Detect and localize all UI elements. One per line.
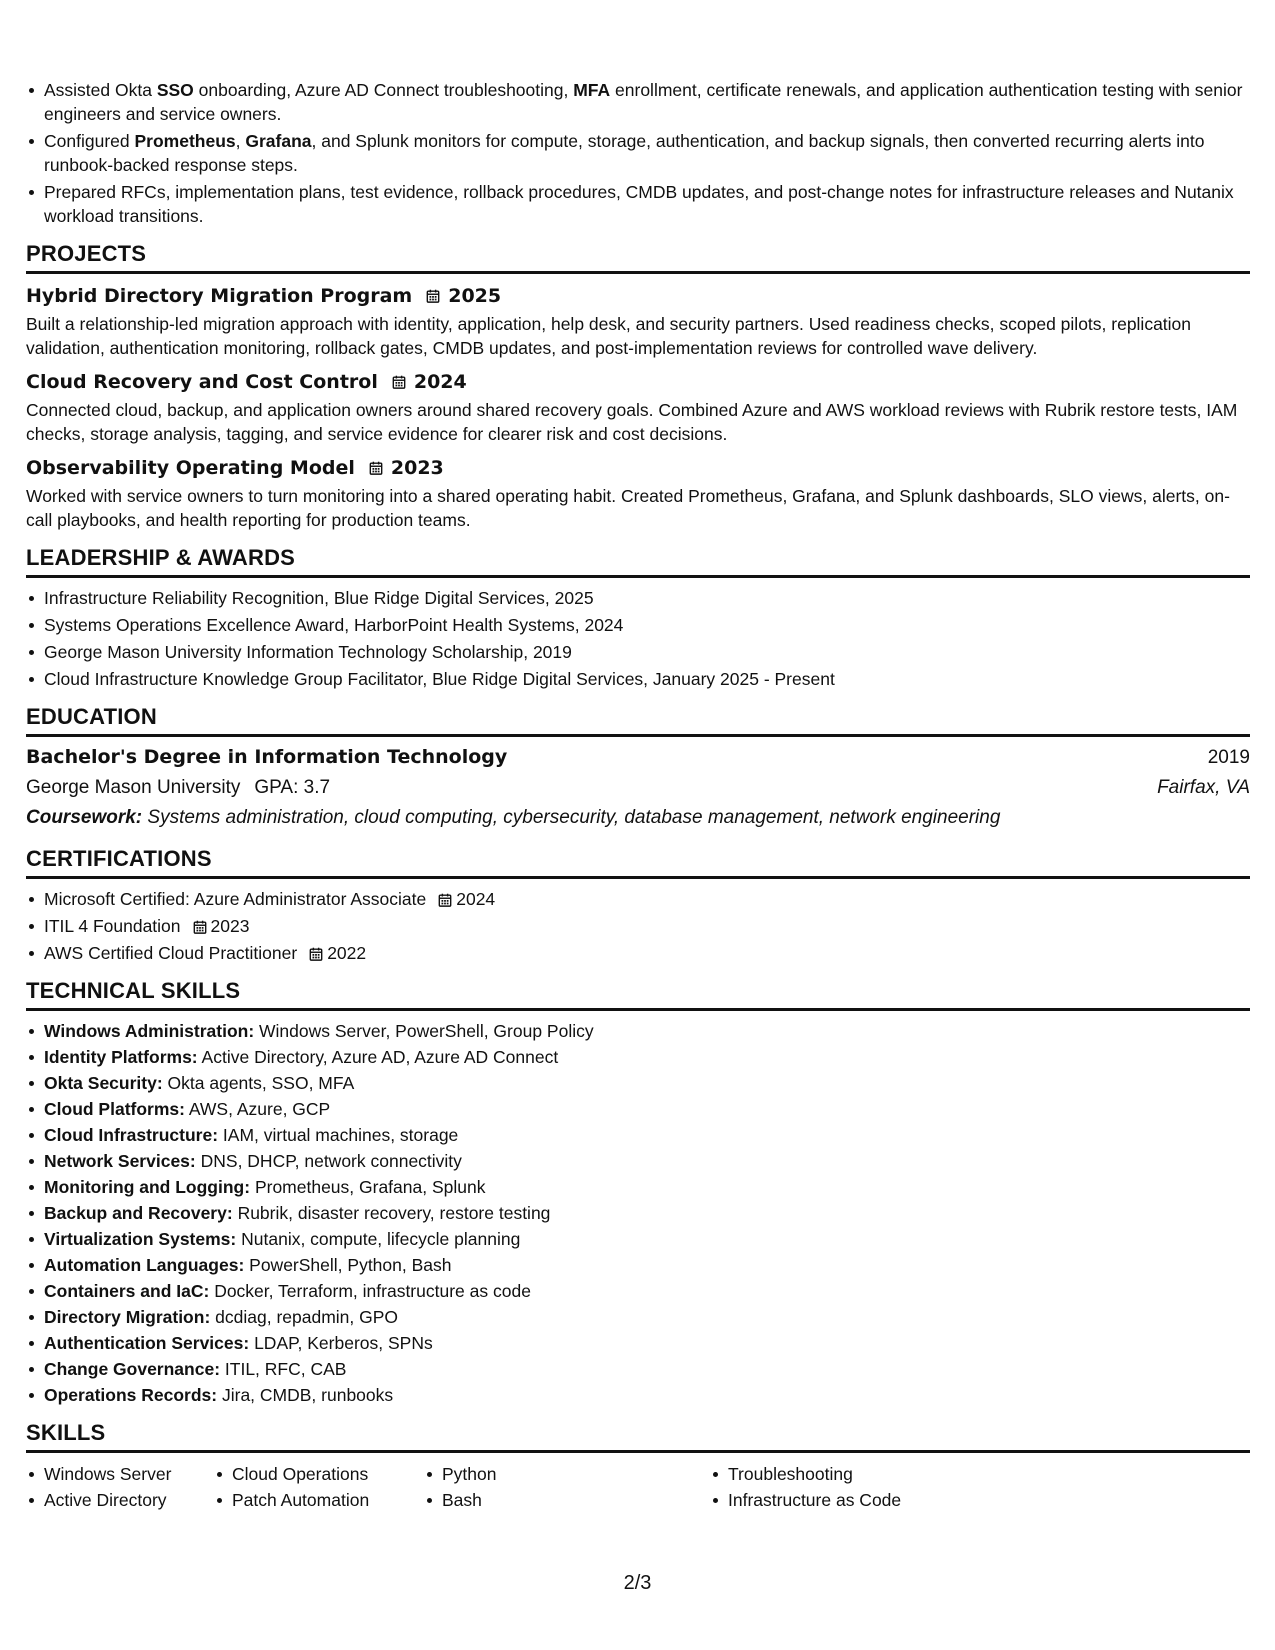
skill-item: Patch Automation	[232, 1487, 424, 1513]
skill-item: Troubleshooting	[728, 1461, 988, 1487]
coursework-label: Coursework:	[26, 807, 143, 828]
bold-term: SSO	[156, 80, 194, 100]
skill-values: IAM, virtual machines, storage	[222, 1125, 459, 1145]
bullet-text: onboarding, Azure AD Connect troubleshooting,	[193, 80, 574, 100]
education-entry	[26, 742, 1250, 833]
technical-skill-item	[44, 1357, 1250, 1381]
bullet-text: Prepared RFCs, implementation plans, test evidence, rollback procedures, CMDB updates, and post-change notes for infrastructure releases and Nutanix workload transitions.	[44, 182, 1234, 226]
section-title-skills: SKILLS	[26, 1419, 1250, 1453]
skill-values: dcdiag, repadmin, GPO	[215, 1307, 399, 1327]
skill-category: Automation Languages:	[44, 1255, 245, 1275]
technical-skill-item	[44, 1201, 1250, 1225]
project-name: Cloud Recovery and Cost Control	[26, 371, 378, 393]
skill-values: AWS, Azure, GCP	[188, 1099, 331, 1119]
coursework	[26, 803, 1250, 833]
section-title-projects: PROJECTS	[26, 240, 1250, 274]
skill-item: Python	[442, 1461, 710, 1487]
skill-item: Cloud Operations	[232, 1461, 424, 1487]
bold-term: Prometheus	[134, 131, 236, 151]
section-title-leadership: LEADERSHIP & AWARDS	[26, 544, 1250, 578]
project-year: 2025	[448, 285, 502, 307]
calendar-icon	[309, 947, 323, 961]
section-title-certifications: CERTIFICATIONS	[26, 845, 1250, 879]
experience-bullet	[44, 129, 1250, 177]
bold-term: MFA	[573, 80, 611, 100]
school-location: Fairfax, VA	[1157, 777, 1250, 798]
skill-values: Jira, CMDB, runbooks	[221, 1385, 394, 1405]
experience-bullets	[26, 78, 1250, 228]
gpa: GPA: 3.7	[254, 777, 331, 798]
experience-bullet	[44, 180, 1250, 228]
certification-name: AWS Certified Cloud Practitioner	[44, 943, 298, 963]
project-entry	[26, 282, 1250, 360]
project-name: Observability Operating Model	[26, 457, 355, 479]
coursework-list: Systems administration, cloud computing, cybersecurity, database management, network engineering	[147, 807, 1001, 828]
experience-bullet	[44, 78, 1250, 126]
technical-skill-item	[44, 1149, 1250, 1173]
skills-column	[214, 1461, 424, 1513]
skill-category: Cloud Infrastructure:	[44, 1125, 219, 1145]
skill-category: Cloud Platforms:	[44, 1099, 185, 1119]
skill-category: Virtualization Systems:	[44, 1229, 237, 1249]
degree-year: 2019	[1207, 747, 1250, 768]
certification-item	[44, 887, 1250, 911]
certifications-list	[26, 887, 1250, 965]
skill-category: Okta Security:	[44, 1073, 163, 1093]
bullet-text: ,	[235, 131, 246, 151]
technical-skill-item	[44, 1383, 1250, 1407]
skill-values: LDAP, Kerberos, SPNs	[254, 1333, 433, 1353]
skills-grid	[26, 1461, 1250, 1513]
technical-skill-item	[44, 1331, 1250, 1355]
skill-values: Rubrik, disaster recovery, restore testing	[237, 1203, 551, 1223]
skill-values: PowerShell, Python, Bash	[249, 1255, 452, 1275]
skills-section	[26, 1419, 1250, 1453]
technical-skills-list	[26, 1019, 1250, 1407]
skill-category: Windows Administration:	[44, 1021, 255, 1041]
skill-category: Network Services:	[44, 1151, 196, 1171]
award-item: Systems Operations Excellence Award, HarborPoint Health Systems, 2024	[44, 613, 1250, 637]
skill-values: Active Directory, Azure AD, Azure AD Connect	[201, 1047, 559, 1067]
page-number: 2/3	[623, 1572, 652, 1594]
technical-skill-item	[44, 1019, 1250, 1043]
calendar-icon	[193, 920, 207, 934]
school-name: George Mason University	[26, 777, 241, 798]
technical-skill-item	[44, 1045, 1250, 1069]
leadership-section	[26, 544, 1250, 578]
skill-values: Windows Server, PowerShell, Group Policy	[259, 1021, 594, 1041]
skill-category: Authentication Services:	[44, 1333, 250, 1353]
skills-column	[710, 1461, 988, 1513]
skill-category: Change Governance:	[44, 1359, 221, 1379]
skill-category: Backup and Recovery:	[44, 1203, 233, 1223]
resume-page	[26, 78, 1250, 1513]
project-entry	[26, 454, 1250, 532]
technical-skill-item	[44, 1253, 1250, 1277]
calendar-icon	[369, 461, 383, 475]
certification-year: 2023	[210, 916, 250, 936]
bullet-text: enrollment, certificate renewals, and application authentication testing with senior engineers and service owners.	[44, 80, 1243, 124]
skill-values: Okta agents, SSO, MFA	[167, 1073, 355, 1093]
technical-skill-item	[44, 1279, 1250, 1303]
project-name: Hybrid Directory Migration Program	[26, 285, 413, 307]
skill-item: Bash	[442, 1487, 710, 1513]
project-year: 2023	[390, 457, 444, 479]
certification-year: 2024	[456, 889, 496, 909]
award-item: George Mason University Information Technology Scholarship, 2019	[44, 640, 1250, 664]
project-entry	[26, 368, 1250, 446]
skill-item: Infrastructure as Code	[728, 1487, 988, 1513]
technical-skill-item	[44, 1097, 1250, 1121]
skill-item: Windows Server	[44, 1461, 214, 1487]
award-item: Infrastructure Reliability Recognition, Blue Ridge Digital Services, 2025	[44, 586, 1250, 610]
bullet-text: Assisted Okta	[44, 80, 157, 100]
project-year: 2024	[413, 371, 467, 393]
calendar-icon	[438, 893, 452, 907]
award-item: Cloud Infrastructure Knowledge Group Facilitator, Blue Ridge Digital Services, January 2025 - Present	[44, 667, 1250, 691]
bold-term: Grafana	[245, 131, 312, 151]
skills-column	[424, 1461, 710, 1513]
skill-values: Docker, Terraform, infrastructure as code	[214, 1281, 531, 1301]
technical-skill-item	[44, 1175, 1250, 1199]
skill-category: Containers and IaC:	[44, 1281, 210, 1301]
certifications-section	[26, 845, 1250, 879]
project-description: Connected cloud, backup, and application owners around shared recovery goals. Combined Azure and AWS workload reviews with Rubrik restore tests, IAM checks, storage analysis, tagging, and service evidence for clearer risk and cost decisions.	[26, 400, 1238, 444]
skill-category: Directory Migration:	[44, 1307, 211, 1327]
skill-values: DNS, DHCP, network connectivity	[200, 1151, 462, 1171]
certification-item	[44, 941, 1250, 965]
project-description: Worked with service owners to turn monitoring into a shared operating habit. Created Prometheus, Grafana, and Splunk dashboards, SLO views, alerts, on-call playbooks, and health reporting for production teams.	[26, 486, 1230, 530]
bullet-text: , and Splunk monitors for compute, storage, authentication, and backup signals, then converted recurring alerts into runbook-backed response steps.	[44, 131, 1205, 175]
bullet-text: Configured	[44, 131, 135, 151]
certification-name: ITIL 4 Foundation	[44, 916, 181, 936]
project-description: Built a relationship-led migration approach with identity, application, help desk, and security partners. Used readiness checks, scoped pilots, replication validation, authentication monitoring, rollback gates, CMDB updates, and post-implementation reviews for controlled wave delivery.	[26, 314, 1192, 358]
calendar-icon	[392, 375, 406, 389]
technical-skills-section	[26, 977, 1250, 1011]
technical-skill-item	[44, 1305, 1250, 1329]
projects-section	[26, 240, 1250, 274]
section-title-education: EDUCATION	[26, 703, 1250, 737]
leadership-list	[26, 586, 1250, 691]
skill-category: Monitoring and Logging:	[44, 1177, 251, 1197]
education-section	[26, 703, 1250, 737]
calendar-icon	[426, 289, 440, 303]
certification-item	[44, 914, 1250, 938]
skill-item: Active Directory	[44, 1487, 214, 1513]
skill-values: Nutanix, compute, lifecycle planning	[241, 1229, 521, 1249]
technical-skill-item	[44, 1071, 1250, 1095]
technical-skill-item	[44, 1123, 1250, 1147]
section-title-technical-skills: TECHNICAL SKILLS	[26, 977, 1250, 1011]
skill-values: Prometheus, Grafana, Splunk	[254, 1177, 486, 1197]
skill-category: Operations Records:	[44, 1385, 218, 1405]
certification-name: Microsoft Certified: Azure Administrator Associate	[44, 889, 427, 909]
skills-column	[26, 1461, 214, 1513]
skill-category: Identity Platforms:	[44, 1047, 198, 1067]
certification-year: 2022	[327, 943, 367, 963]
skill-values: ITIL, RFC, CAB	[224, 1359, 347, 1379]
technical-skill-item	[44, 1227, 1250, 1251]
projects-list	[26, 282, 1250, 532]
degree-title: Bachelor's Degree in Information Technology	[26, 746, 508, 768]
